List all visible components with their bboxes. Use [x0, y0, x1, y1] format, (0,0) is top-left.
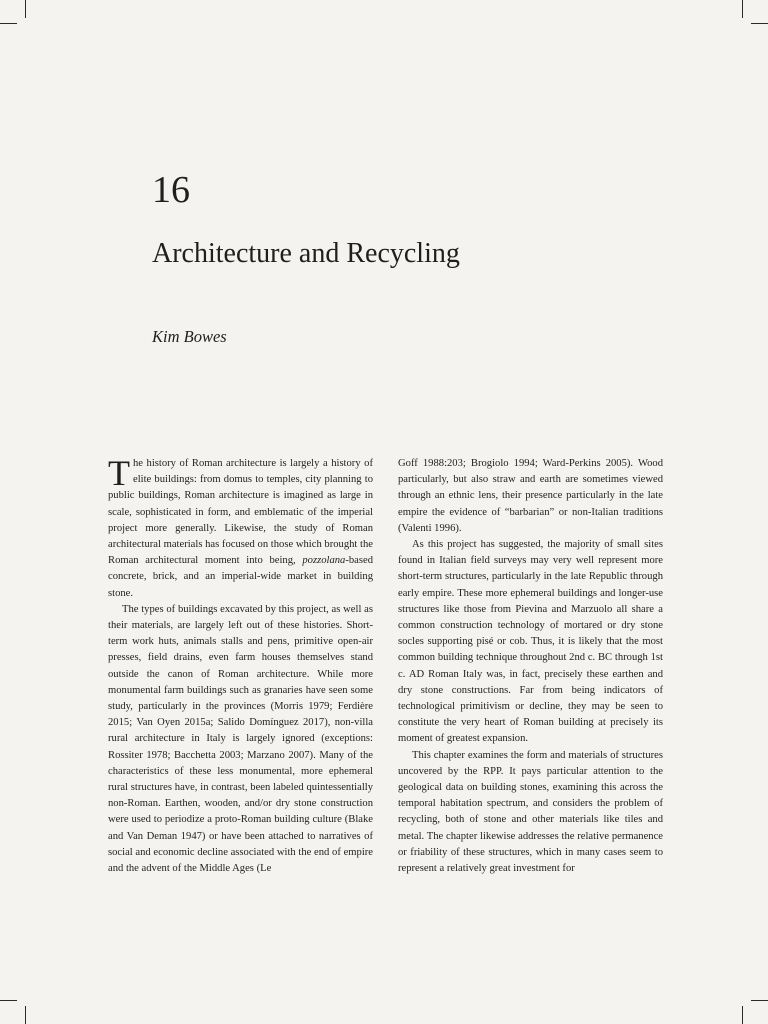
paragraph-1-text-b: -based concrete, brick, and an imperial-wide market in building stone. [108, 555, 373, 599]
paragraph-1-text-a: he history of Roman architecture is largely a history of elite buildings: from domus to temples, city planning to public buildings, Roman architecture is imagined as large in scale, sophisticated in form, and emblematic of the imperial project more generally. Likewise, the study of Roman architectural materials has focused on those which brought the Roman architectural moment into being, [108, 458, 373, 567]
crop-mark-bottom-left-h [0, 1000, 17, 1001]
crop-mark-top-right-h [751, 23, 768, 24]
crop-mark-bottom-left-v [25, 1006, 26, 1024]
paragraph-3: As this project has suggested, the majority of small sites found in Italian field surveys may very well represent more short-term structures, particularly in the late Republic through early empire. These more ephemeral buildings and longer-use structures like those from Pievina and Marzuolo all share a common construction technology of mortared or dry stone socles supporting pisé or cob. Thus, it is likely that the most common building technique throughout 2nd c. BC through 1st c. AD Roman Italy was, in fact, precisely these earthen and dry stone constructions. Far from being indicators of technological primitivism or decline, they may be seen to constitute the very heart of Roman building at precisely its moment of greatest expansion. [398, 539, 663, 745]
body-column-left [108, 453, 373, 877]
chapter-title: Architecture and Recycling [152, 238, 460, 269]
crop-mark-top-right-v [742, 0, 743, 18]
crop-mark-top-left-v [25, 0, 26, 18]
body-column-right [398, 456, 663, 877]
crop-mark-top-left-h [0, 23, 17, 24]
paragraph-2: The types of buildings excavated by this project, as well as their materials, are largely left out of these histories. Short-term work huts, animals stalls and pens, primitive open-air presses, field drains, even farm houses themselves stand outside the canon of Roman architecture. While more monumental farm buildings such as granaries have seen some study, particularly in the provinces (Morris 1979; Ferdière 2015; Van Oyen 2015a; Salido Domínguez 2017), non-villa rural architecture in Italy is largely ignored (exceptions: Rossiter 1978; Bacchetta 2003; Marzano 2007). Many of the characteristics of these less monumental, more ephemeral rural structures have, in contrast, been labeled quintessentially non-Roman. Earthen, wooden, and/or dry stone construction were used to periodize a proto-Roman building culture (Blake and Van Deman 1947) or have been attached to narratives of social and economic decline associated with the end of empire and the advent of the Middle Ages (Le [108, 603, 373, 875]
paragraph-2-continued: Goff 1988:203; Brogiolo 1994; Ward-Perkins 2005). Wood particularly, but also straw and earth are sometimes viewed through an ethnic lens, their presence particularly in the late empire the evidence of “barbarian” or non-Italian traditions (Valenti 1996). [398, 458, 663, 534]
paragraph-1 [108, 453, 373, 602]
paragraph-4: This chapter examines the form and materials of structures uncovered by the RPP. It pays particular attention to the geological data on building stones, examining this across the temporal habitation spectrum, and considers the problem of recycling, both of stone and other materials like tiles and metal. The chapter likewise addresses the relative permanence or friability of these structures, which in many cases seem to represent a relatively great investment for [398, 749, 663, 875]
drop-cap: T [108, 453, 130, 493]
crop-mark-bottom-right-h [751, 1000, 768, 1001]
chapter-author: Kim Bowes [152, 327, 227, 346]
crop-mark-bottom-right-v [742, 1006, 743, 1024]
paragraph-1-italic: pozzolana [302, 555, 346, 567]
chapter-number: 16 [152, 169, 190, 211]
